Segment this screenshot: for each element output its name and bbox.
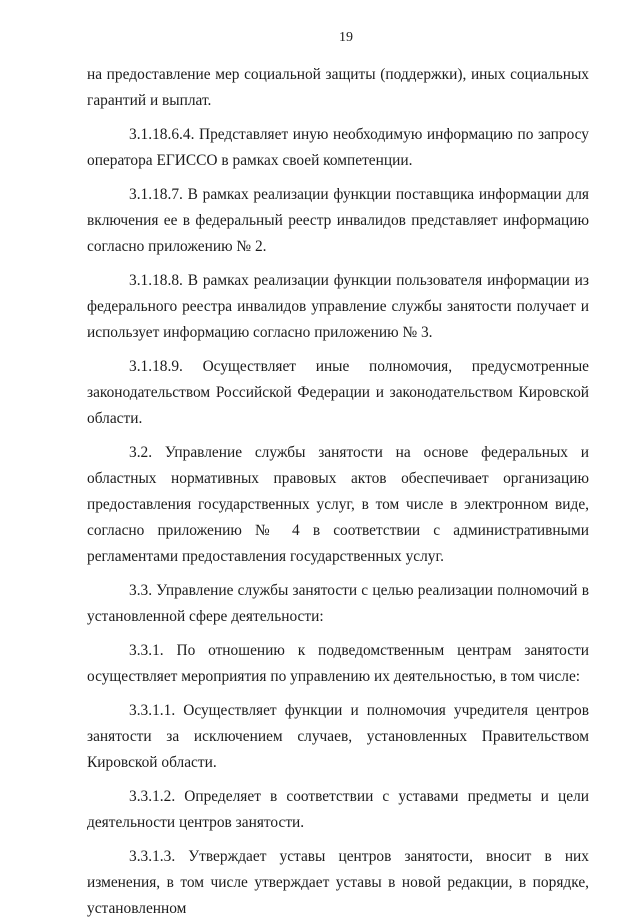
- paragraph-3-3: 3.3. Управление службы занятости с целью реализации полномочий в установленной сфере деятельности:: [87, 582, 589, 625]
- paragraph-continuation: на предоставление мер социальной защиты (поддержки), иных социальных гарантий и выплат.: [87, 66, 589, 109]
- paragraph-3-3-1-3: 3.3.1.3. Утверждает уставы центров занятости, вносит в них изменения, в том числе утверждает уставы в новой редакции, в порядке, установленном: [87, 848, 589, 917]
- paragraph-3-3-1: 3.3.1. По отношению к подведомственным центрам занятости осуществляет мероприятия по управлению их деятельностью, в том числе:: [87, 642, 589, 685]
- paragraph-3-1-18-6-4: 3.1.18.6.4. Представляет иную необходимую информацию по запросу оператора ЕГИССО в рамках своей компетенции.: [87, 126, 589, 169]
- paragraph-3-3-1-1: 3.3.1.1. Осуществляет функции и полномочия учредителя центров занятости за исключением случаев, установленных Правительством Кировской области.: [87, 702, 589, 771]
- document-body: [87, 62, 589, 922]
- paragraph-3-1-18-8: 3.1.18.8. В рамках реализации функции пользователя информации из федерального реестра инвалидов управление службы занятости получает и использует информацию согласно приложению № 3.: [87, 272, 589, 341]
- paragraph-3-1-18-9: 3.1.18.9. Осуществляет иные полномочия, предусмотренные законодательством Российской Федерации и законодательством Кировской области.: [87, 358, 589, 427]
- paragraph-3-3-1-2: 3.3.1.2. Определяет в соответствии с уставами предметы и цели деятельности центров занятости.: [87, 788, 589, 831]
- paragraph-3-2: 3.2. Управление службы занятости на основе федеральных и областных нормативных правовых актов обеспечивает организацию предоставления государственных услуг, в том числе в электронном виде, согласно приложению № 4 в соответствии с административными регламентами предоставления государственных услуг.: [87, 444, 589, 565]
- page-number: 19: [339, 30, 353, 45]
- paragraph-3-1-18-7: 3.1.18.7. В рамках реализации функции поставщика информации для включения ее в федеральный реестр инвалидов представляет информацию согласно приложению № 2.: [87, 186, 589, 255]
